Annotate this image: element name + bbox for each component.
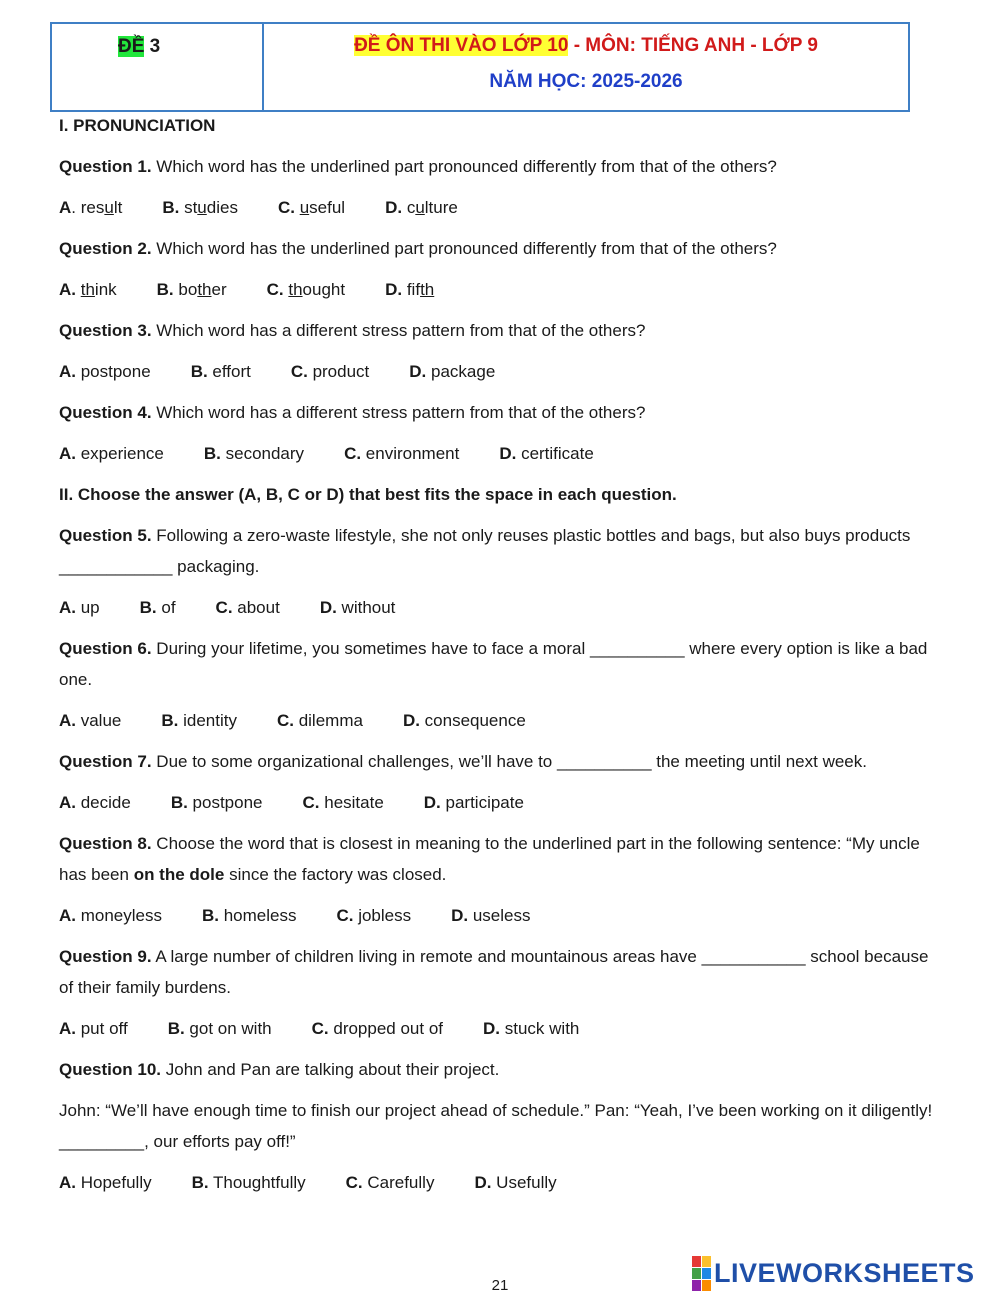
exam-title-cell [264,24,908,110]
option-b[interactable]: B. of [139,598,176,617]
option-a[interactable]: A. experience [59,444,164,463]
option-c[interactable]: C. environment [344,444,460,463]
question-7 [59,750,939,773]
question-text: Which word has a different stress pattern from that of the others? [151,403,646,422]
options-q7 [59,791,939,814]
question-label: Question 3. [59,321,152,340]
question-text: During your lifetime, you sometimes have to face a moral __________ where every option is like a bad one. [59,639,928,689]
options-q6 [59,709,939,732]
option-a[interactable]: A. decide [59,793,131,812]
option-d[interactable]: D. consequence [402,711,526,730]
exam-content [59,114,939,1212]
option-c[interactable]: C. Carefully [345,1173,435,1192]
options-q1 [59,196,939,219]
question-text: Choose the word that is closest in meaning to the underlined part in the following sentence: “My uncle has been [59,834,920,884]
question-4 [59,401,939,424]
question-text: Due to some organizational challenges, we’ll have to __________ the meeting until next week. [151,752,867,771]
option-d[interactable]: D. culture [385,198,458,217]
option-a[interactable]: A. result [59,198,123,217]
option-c[interactable]: C. dropped out of [311,1019,444,1038]
option-b[interactable]: B. postpone [170,793,263,812]
option-c[interactable]: C. dilemma [276,711,363,730]
question-text: Which word has the underlined part pronounced differently from that of the others? [151,157,777,176]
options-q2 [59,278,939,301]
question-text: A large number of children living in remote and mountainous areas have ___________ school because of their family burdens. [59,947,929,997]
option-d[interactable]: D. certificate [499,444,594,463]
option-b[interactable]: B. bother [156,280,227,299]
options-q5 [59,596,939,619]
option-c[interactable]: C. jobless [336,906,412,925]
option-a[interactable]: A. put off [59,1019,128,1038]
question-label: Question 9. [59,947,152,966]
question-label: Question 7. [59,752,152,771]
exam-number-cell [52,24,264,110]
section-heading-vocabulary: II. Choose the answer (A, B, C or D) that best fits the space in each question. [59,485,677,504]
question-label: Question 8. [59,834,152,853]
option-d[interactable]: D. stuck with [483,1019,580,1038]
option-d[interactable]: D. package [409,362,496,381]
option-c[interactable]: C. useful [277,198,346,217]
logo-tile [692,1256,701,1267]
exam-title [264,35,908,57]
question-8 [59,828,939,890]
exam-number [118,36,160,58]
option-d[interactable]: D. without [319,598,396,617]
exam-title-highlight: ĐỀ ÔN THI VÀO LỚP 10 [354,35,569,56]
option-c[interactable]: C. about [215,598,280,617]
options-q8 [59,904,939,927]
option-d[interactable]: D. fifth [385,280,435,299]
question-label: Question 5. [59,526,152,545]
option-c[interactable]: C. hesitate [302,793,384,812]
options-q4 [59,442,939,465]
question-label: Question 1. [59,157,152,176]
question-label: Question 2. [59,239,152,258]
option-a[interactable]: A. value [59,711,122,730]
option-b[interactable]: B. got on with [167,1019,272,1038]
question-target-phrase: on the dole [133,865,225,884]
question-2 [59,237,939,260]
logo-text: LIVEWORKSHEETS [714,1258,975,1288]
exam-label: ĐỀ [118,36,145,57]
question-5 [59,520,939,582]
exam-number-value: 3 [144,36,161,57]
question-9 [59,941,939,1003]
question-10 [59,1058,939,1081]
option-b[interactable]: B. homeless [201,906,297,925]
option-b[interactable]: B. studies [162,198,238,217]
options-q3 [59,360,939,383]
option-c[interactable]: C. product [290,362,370,381]
question-text: Following a zero-waste lifestyle, she not only reuses plastic bottles and bags, but also buys products ____________ packaging. [59,526,911,576]
question-label: Question 6. [59,639,152,658]
option-a[interactable]: A. moneyless [59,906,162,925]
option-d[interactable]: D. Usefully [474,1173,557,1192]
option-c[interactable]: C. thought [266,280,346,299]
option-b[interactable]: B. Thoughtfully [191,1173,306,1192]
question-label: Question 4. [59,403,152,422]
option-d[interactable]: D. useless [451,906,531,925]
question-1 [59,155,939,178]
option-b[interactable]: B. effort [190,362,251,381]
option-a[interactable]: A. postpone [59,362,151,381]
option-b[interactable]: B. identity [161,711,237,730]
options-q10 [59,1171,939,1194]
logo-tile [702,1256,711,1267]
question-text: Which word has the underlined part pronounced differently from that of the others? [151,239,777,258]
exam-title-subject: - MÔN: TIẾNG ANH - LỚP 9 [568,35,818,56]
option-d[interactable]: D. participate [423,793,524,812]
question-6 [59,633,939,695]
question-text: John and Pan are talking about their project. [161,1060,500,1079]
options-q9 [59,1017,939,1040]
page-number: 21 [491,1277,509,1294]
question-text: Which word has a different stress pattern from that of the others? [151,321,646,340]
question-3 [59,319,939,342]
option-a[interactable]: A. think [59,280,117,299]
option-b[interactable]: B. secondary [203,444,305,463]
school-year: NĂM HỌC: 2025-2026 [489,71,683,92]
question-text-end: since the factory was closed. [224,865,447,884]
exam-header [50,22,910,112]
question-label: Question 10. [59,1060,162,1079]
option-a[interactable]: A. Hopefully [59,1173,152,1192]
option-a[interactable]: A. up [59,598,100,617]
question-10-dialogue: John: “We’ll have enough time to finish our project ahead of schedule.” Pan: “Yeah, I’ve been working on it diligently! _________, our efforts pay off!” [59,1101,933,1151]
section-heading-pronunciation: I. PRONUNCIATION [59,116,216,135]
